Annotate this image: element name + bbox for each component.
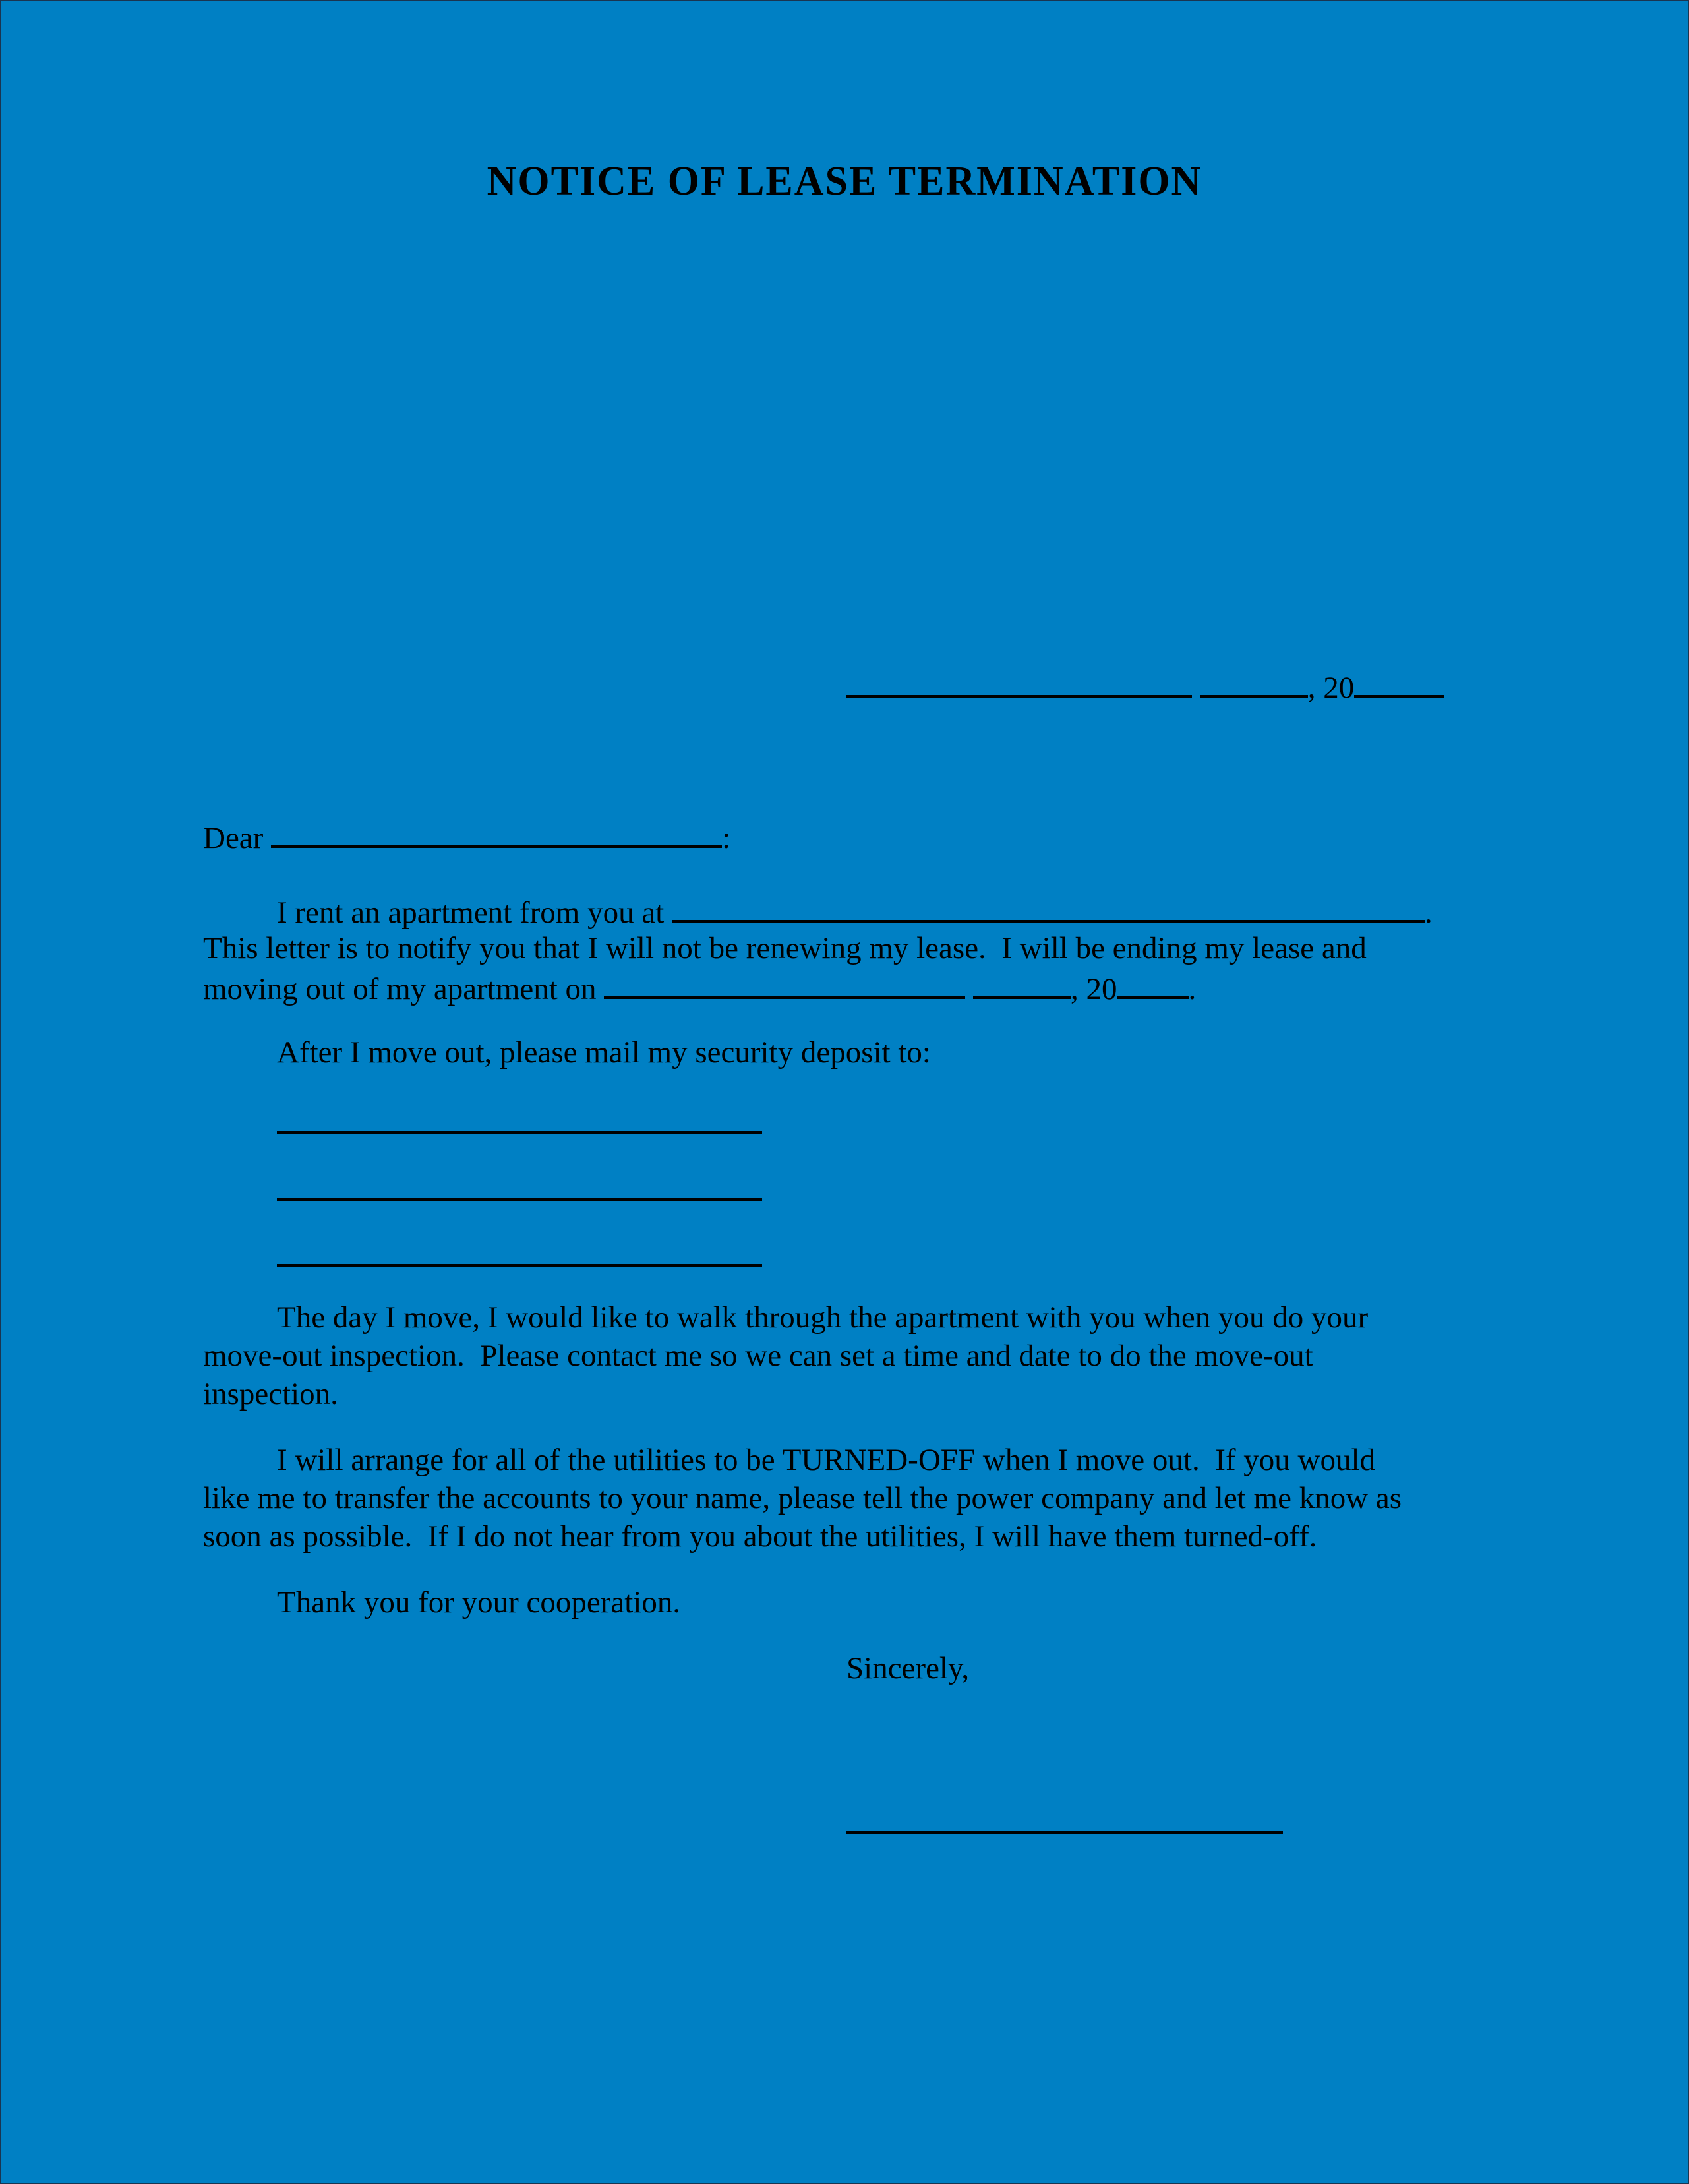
recipient-name-blank[interactable] (271, 816, 722, 848)
forwarding-address-line-2[interactable] (277, 1198, 762, 1201)
closing-thanks: Thank you for your cooperation. (277, 1585, 681, 1620)
paragraph1-line1 (277, 891, 1433, 932)
paragraph3-line1: The day I move, I would like to walk through the apartment with you when you do your (277, 1300, 1369, 1335)
paragraph1-line3 (203, 967, 1196, 1008)
paragraph3-line2: move-out inspection. Please contact me so we can set a time and date to do the move-out (203, 1339, 1313, 1373)
salutation-suffix: : (722, 821, 731, 855)
paragraph4-line1: I will arrange for all of the utilities to be TURNED-OFF when I move out. If you would (277, 1443, 1376, 1477)
date-day-blank[interactable] (1200, 666, 1308, 698)
moveout-month-blank[interactable] (604, 967, 965, 999)
salutation (203, 816, 730, 857)
paragraph4-line3: soon as possible. If I do not hear from you about the utilities, I will have them turned-off. (203, 1519, 1317, 1554)
date-year-blank[interactable] (1354, 666, 1444, 698)
date-year-prefix: 20 (1323, 671, 1355, 705)
salutation-prefix: Dear (203, 821, 264, 855)
paragraph4-line2: like me to transfer the accounts to your name, please tell the power company and let me know as (203, 1481, 1402, 1515)
paragraph1-line2: This letter is to notify you that I will not be renewing my lease. I will be ending my lease and (203, 931, 1367, 965)
signature-line[interactable] (846, 1831, 1283, 1834)
apartment-address-blank[interactable] (672, 891, 1425, 923)
moveout-period: . (1188, 972, 1197, 1006)
date-separator: , (1307, 671, 1316, 705)
paragraph3-line3: inspection. (203, 1377, 338, 1411)
moveout-day-blank[interactable] (973, 967, 1071, 999)
moveout-date-prompt: moving out of my apartment on (203, 972, 597, 1006)
forwarding-address-line-1[interactable] (277, 1131, 762, 1134)
document-title: NOTICE OF LEASE TERMINATION (487, 159, 1202, 204)
address-period: . (1425, 895, 1433, 930)
address-prompt: I rent an apartment from you at (277, 895, 665, 930)
forwarding-address-line-3[interactable] (277, 1264, 762, 1267)
moveout-year-prefix: , 20 (1071, 972, 1117, 1006)
date-month-blank[interactable] (846, 666, 1192, 698)
date-line (846, 666, 1444, 707)
paragraph2: After I move out, please mail my security deposit to: (277, 1035, 931, 1070)
moveout-year-blank[interactable] (1117, 967, 1189, 999)
signoff: Sincerely, (846, 1651, 970, 1685)
